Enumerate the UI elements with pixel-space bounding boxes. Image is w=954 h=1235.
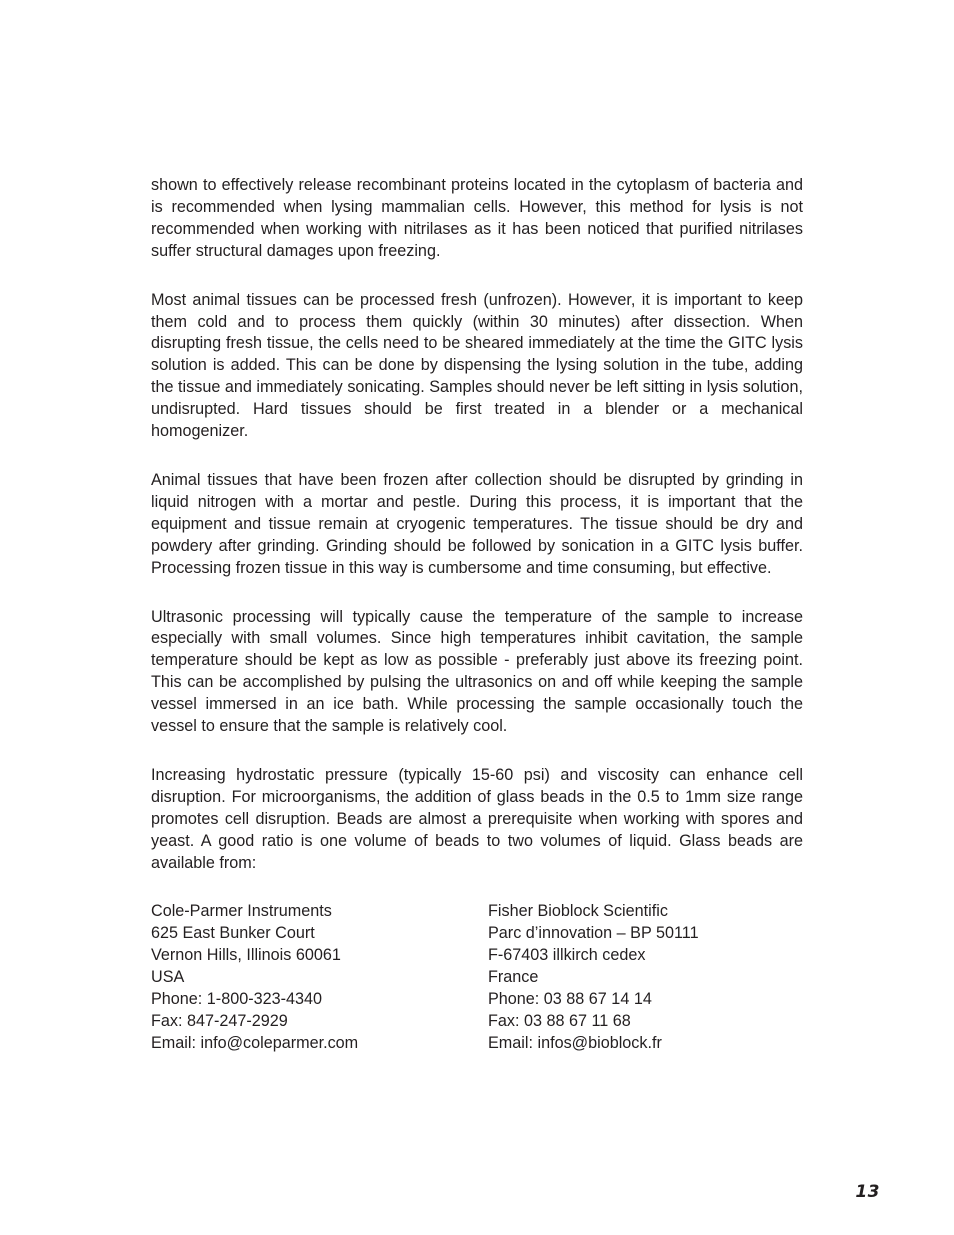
supplier-name: Fisher Bioblock Scientific (488, 902, 668, 921)
supplier-street: 625 East Bunker Court (151, 924, 315, 943)
supplier-city: F-67403 illkirch cedex (488, 946, 646, 965)
supplier-country: USA (151, 968, 185, 987)
supplier-fax: Fax: 847-247-2929 (151, 1012, 288, 1030)
document-body (151, 175, 803, 1055)
supplier-name: Cole-Parmer Instruments (151, 902, 332, 921)
paragraph-nitrilase-freezing: shown to effectively release recombinant proteins located in the cytoplasm of bacteria and is recommended when lysing mammalian cells. However, this method for lysis is not recommended when working with nitrilases as it has been noticed that purified nitrilases suffer structural damages upon freezing. (151, 176, 803, 260)
paragraph-temperature-control: Ultrasonic processing will typically cause the temperature of the sample to increase especially with small volumes. Since high temperatures inhibit cavitation, the sample temperature should be kept as low as possible - preferably just above its freezing point. This can be accomplished by pulsing the ultrasonics on and off while keeping the sample vessel immersed in an ice bath. While processing the sample occasionally touch the vessel to ensure that the sample is relatively cool. (151, 607, 803, 736)
supplier-country: France (488, 968, 539, 987)
paragraph-frozen-tissue: Animal tissues that have been frozen after collection should be disrupted by grinding in liquid nitrogen with a mortar and pestle. During this process, it is important that the equipment and tissue remain at cryogenic temperatures. The tissue should be dry and powdery after grinding. Grinding should be followed by sonication in a GITC lysis buffer. Processing frozen tissue in this way is cumbersome and time consuming, but effective. (151, 470, 803, 577)
supplier-street: Parc d’innovation – BP 50111 (488, 924, 699, 943)
page-number: 13 (855, 1182, 880, 1202)
supplier-addresses (151, 901, 803, 1054)
supplier-email: Email: infos@bioblock.fr (488, 1033, 662, 1052)
paragraph-glass-beads: Increasing hydrostatic pressure (typically 15-60 psi) and viscosity can enhance cell disruption. For microorganisms, the addition of glass beads in the 0.5 to 1mm size range promotes cell disruption. Beads are almost a prerequisite when working with spores and yeast. A good ratio is one volume of beads to two volumes of liquid. Glass beads are available from: (151, 765, 803, 872)
supplier-fax: Fax: 03 88 67 11 68 (488, 1012, 631, 1030)
supplier-city: Vernon Hills, Illinois 60061 (151, 946, 341, 965)
supplier-address-cole-parmer (151, 901, 488, 1054)
paragraph-fresh-tissue: Most animal tissues can be processed fresh (unfrozen). However, it is important to keep them cold and to process them quickly (within 30 minutes) after dissection. When disrupting fresh tissue, the cells need to be sheared immediately at the time the GITC lysis solution is added. This can be done by dispensing the lysing solution in the tube, adding the tissue and immediately sonicating. Samples should never be left sitting in lysis solution, undisrupted. Hard tissues should be first treated in a blender or a mechanical homogenizer. (151, 290, 803, 441)
supplier-email: Email: info@coleparmer.com (151, 1033, 359, 1052)
supplier-phone: Phone: 1-800-323-4340 (151, 990, 323, 1009)
supplier-address-fisher-bioblock (488, 901, 803, 1054)
supplier-phone: Phone: 03 88 67 14 14 (488, 990, 652, 1009)
